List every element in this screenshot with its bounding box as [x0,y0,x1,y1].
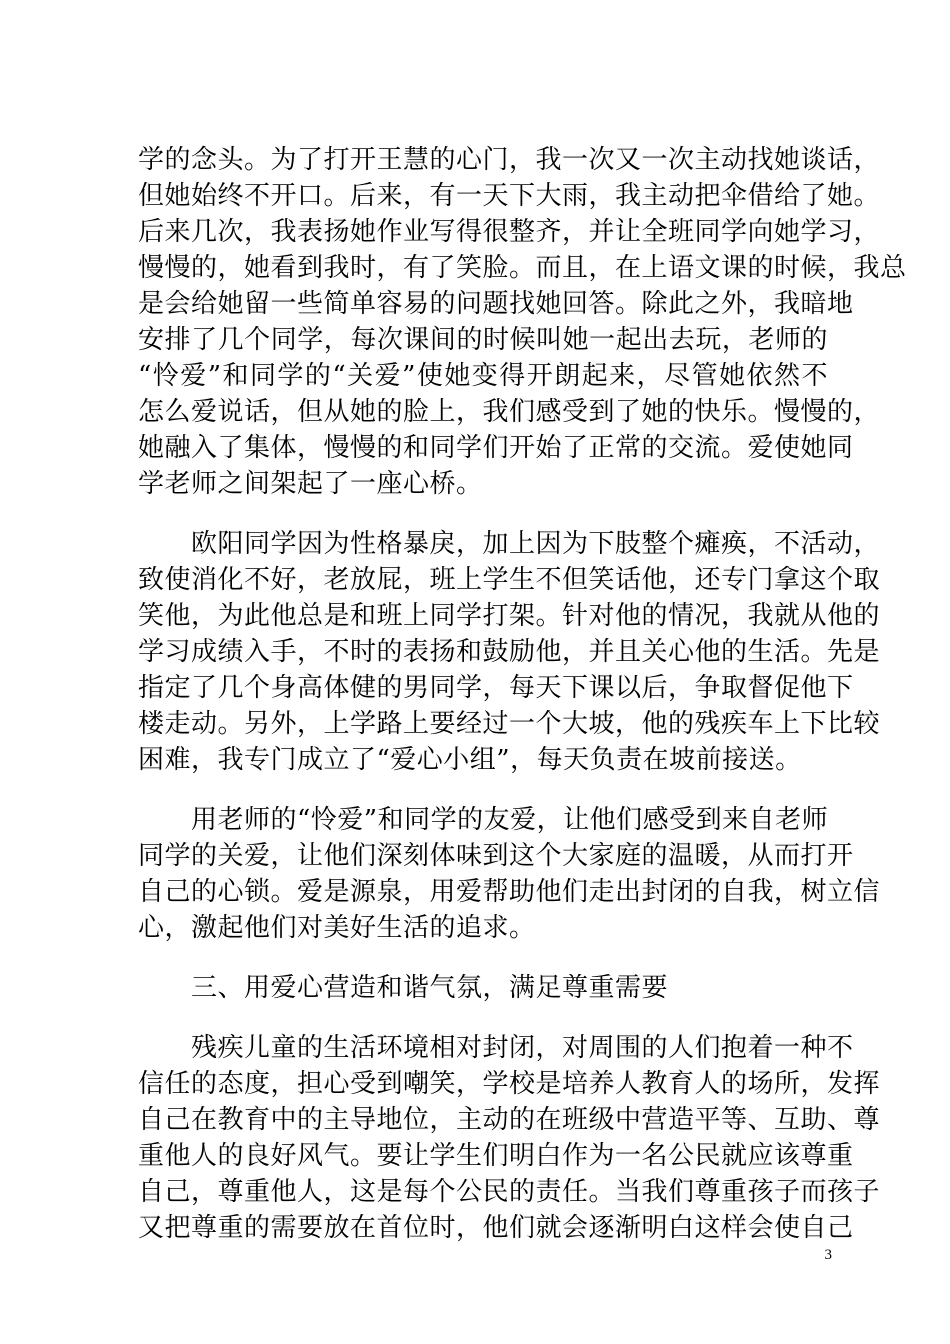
text-line: 同学的关爱，让他们深刻体味到这个大家庭的温暖，从而打开 [138,841,854,871]
text-line: 致使消化不好，老放屁，班上学生不但笑话他，还专门拿这个取 [138,565,881,595]
text-line: 信任的态度，担心受到嘲笑，学校是培养人教育人的场所，发挥 [138,1069,881,1099]
text-line: 困难，我专门成立了“爱心小组”，每天负责在坡前接送。 [138,745,802,775]
text-line: 楼走动。另外，上学路上要经过一个大坡，他的残疾车上下比较 [138,709,881,739]
text-line: 指定了几个身高体健的男同学，每天下课以后，争取督促他下 [138,673,854,703]
text-line: 用老师的“怜爱”和同学的友爱，让他们感受到来自老师 [138,805,829,835]
text-line: 慢慢的，她看到我时，有了笑脸。而且，在上语文课的时候，我总 [138,253,907,283]
text-line: 学的念头。为了打开王慧的心门，我一次又一次主动找她谈话， [138,145,881,175]
text-line: 残疾儿童的生活环境相对封闭，对周围的人们抱着一种不 [138,1033,854,1063]
text-line: 自己，尊重他人，这是每个公民的责任。当我们尊重孩子而孩子 [138,1177,881,1207]
text-line: 欧阳同学因为性格暴戾，加上因为下肢整个瘫痪，不活动， [138,529,881,559]
page-number: 3 [824,1247,832,1263]
text-line: 学老师之间架起了一座心桥。 [138,469,483,499]
text-line: 心，激起他们对美好生活的追求。 [138,913,536,943]
text-line: “怜爱”和同学的“关爱”使她变得开朗起来，尽管她依然不 [138,361,828,391]
text-line: 怎么爱说话，但从她的脸上，我们感受到了她的快乐。慢慢的， [138,397,881,427]
text-line: 自己在教育中的主导地位，主动的在班级中营造平等、互助、尊 [138,1105,881,1135]
text-line: 后来几次，我表扬她作业写得很整齐，并让全班同学向她学习， [138,217,881,247]
text-line: 是会给她留一些简单容易的问题找她回答。除此之外，我暗地 [138,289,854,319]
text-line: 学习成绩入手，不时的表扬和鼓励他，并且关心他的生活。先是 [138,637,881,667]
text-line: 安排了几个同学，每次课间的时候叫她一起出去玩，老师的 [138,325,828,355]
text-line: 自己的心锁。爱是源泉，用爱帮助他们走出封闭的自我，树立信 [138,877,881,907]
text-line: 又把尊重的需要放在首位时，他们就会逐渐明白这样会使自己 [138,1213,854,1243]
text-line: 她融入了集体，慢慢的和同学们开始了正常的交流。爱使她同 [138,433,854,463]
text-line: 但她始终不开口。后来，有一天下大雨，我主动把伞借给了她。 [138,181,881,211]
text-line: 重他人的良好风气。要让学生们明白作为一名公民就应该尊重 [138,1141,854,1171]
section-heading: 三、用爱心营造和谐气氛，满足尊重需要 [138,973,669,1003]
text-line: 笑他，为此他总是和班上同学打架。针对他的情况，我就从他的 [138,601,881,631]
